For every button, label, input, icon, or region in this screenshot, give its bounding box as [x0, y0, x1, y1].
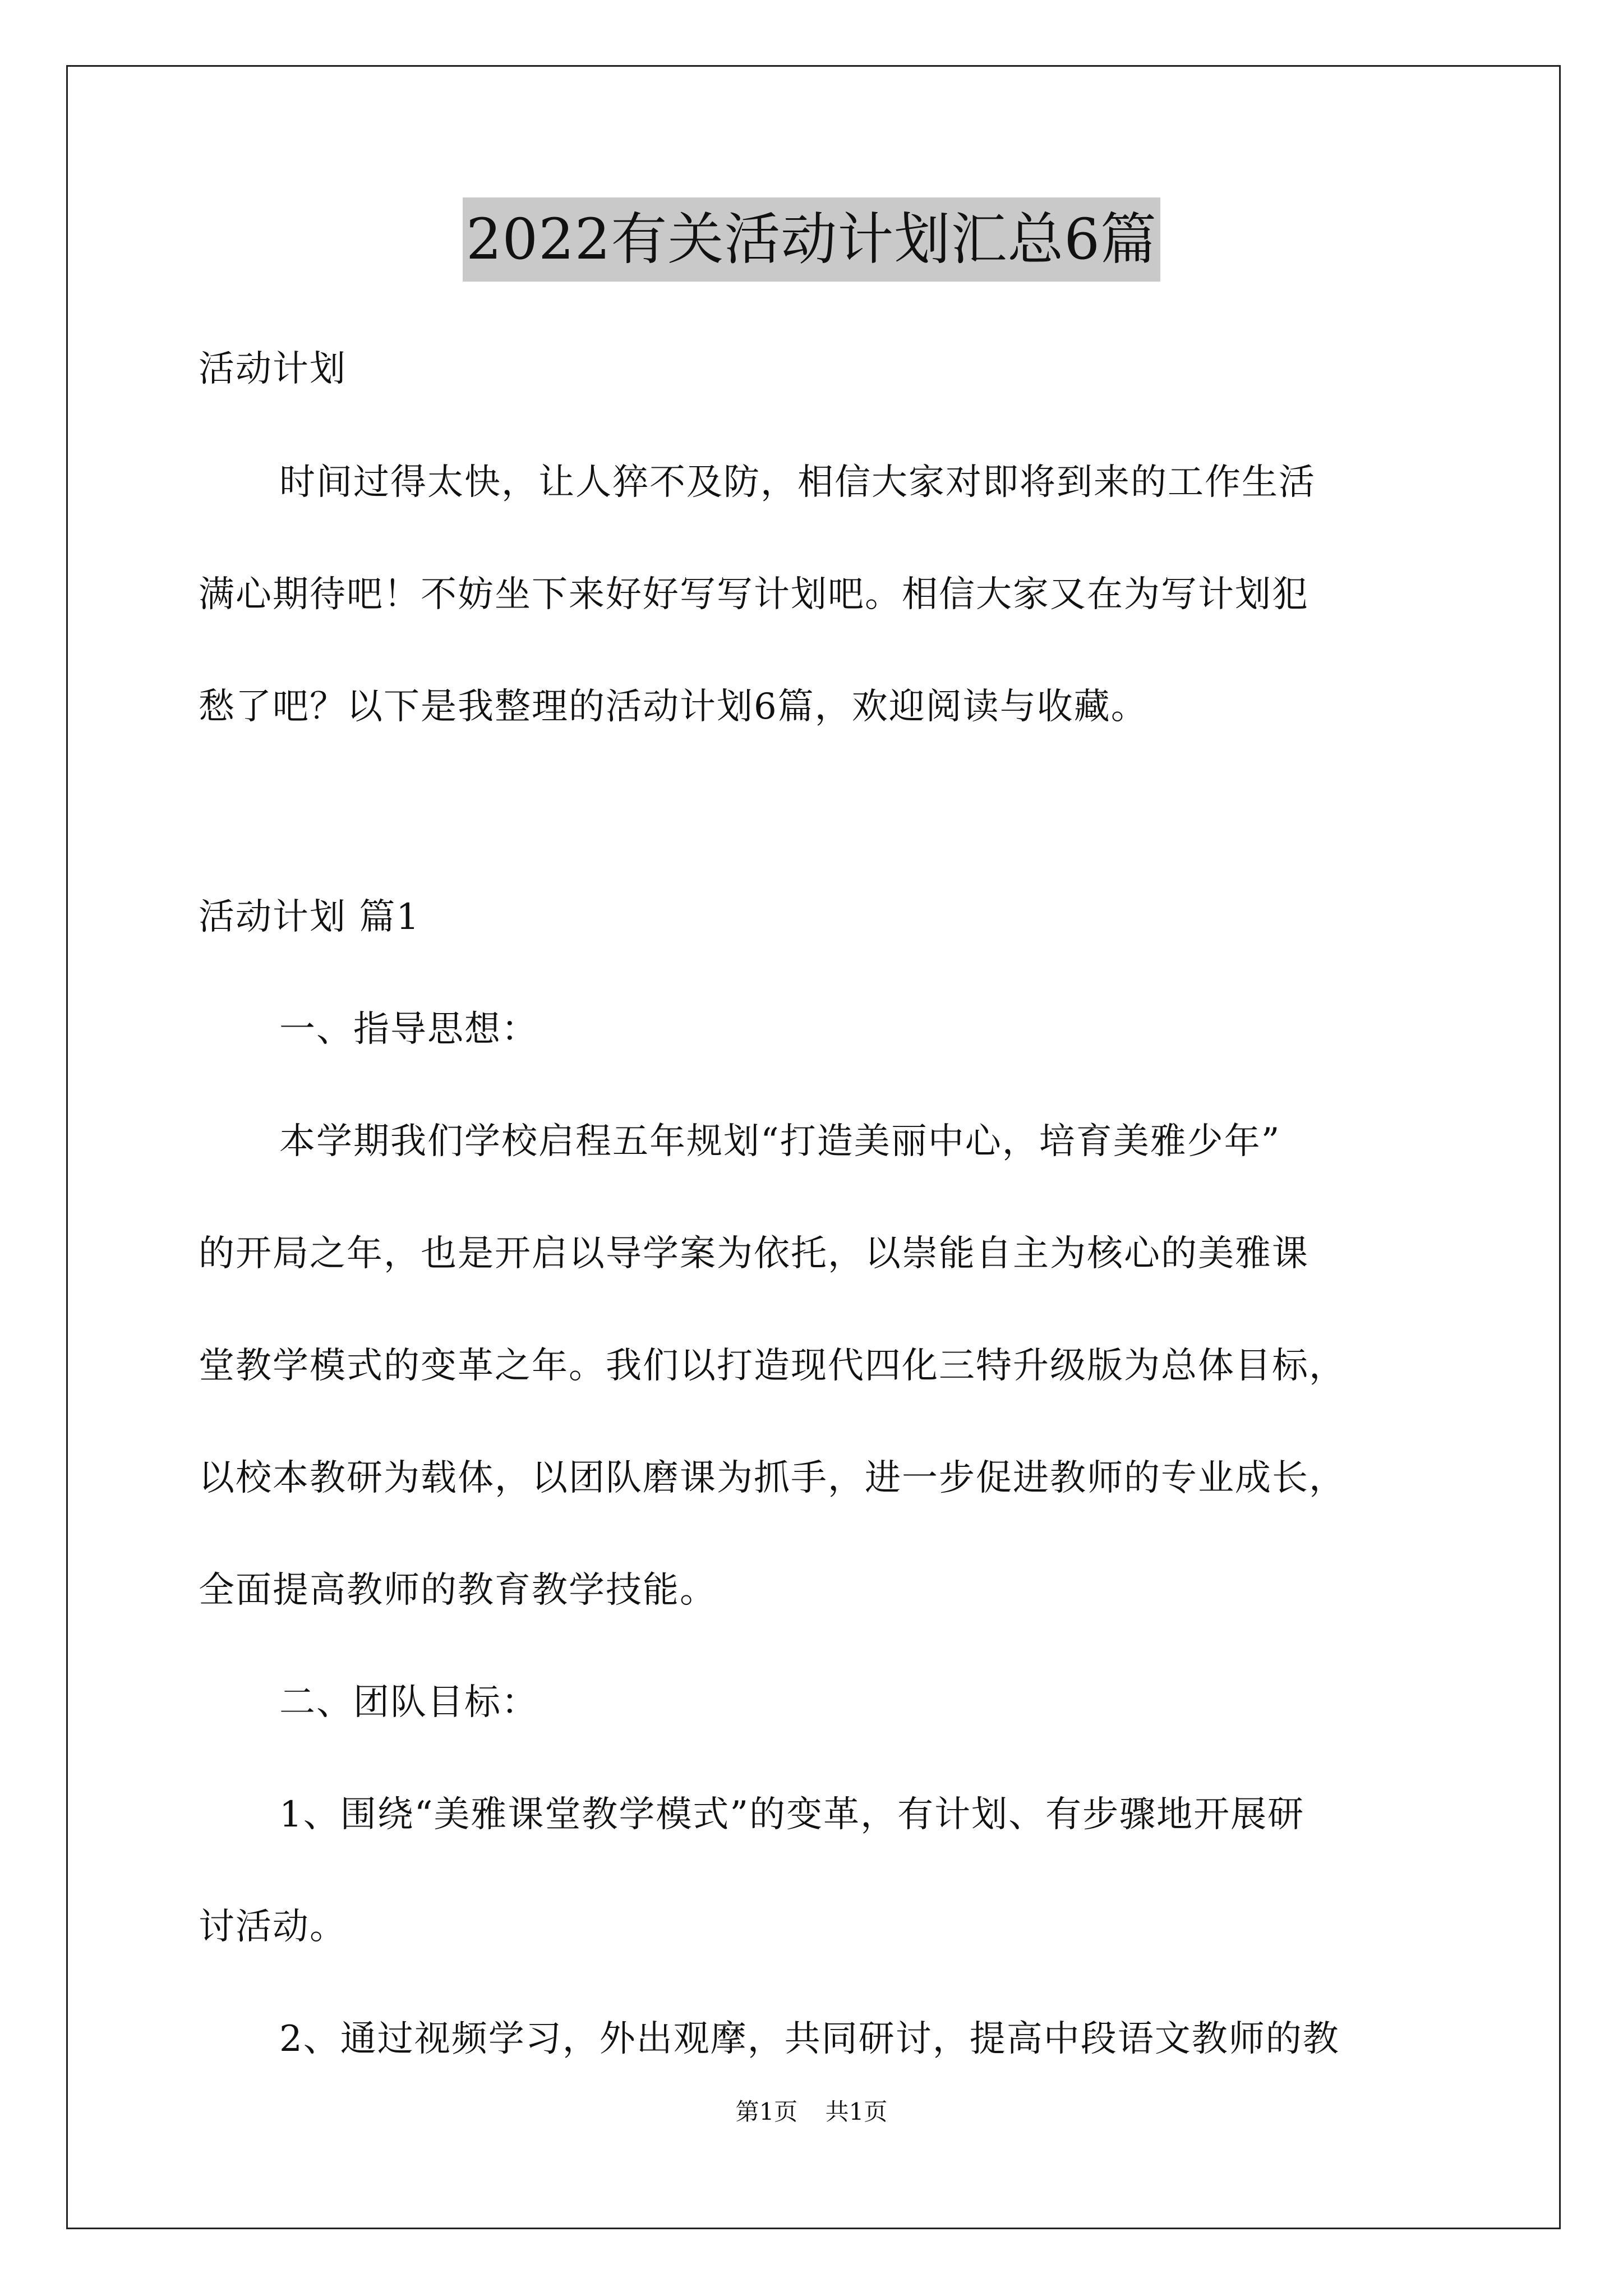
- paragraph-line: 本学期我们学校启程五年规划“打造美丽中心，培育美雅少年”: [279, 1121, 1281, 1162]
- page-number-current: 第1页: [735, 2098, 798, 2125]
- page-footer: [0, 2095, 1623, 2129]
- title-container: [0, 197, 1623, 282]
- paragraph-line: 的开局之年，也是开启以导学案为依托，以崇能自主为核心的美雅课: [199, 1233, 1309, 1274]
- paragraph-line: 堂教学模式的变革之年。我们以打造现代四化三特升级版为总体目标，: [199, 1345, 1346, 1387]
- paragraph-line: 满心期待吧！不妨坐下来好好写写计划吧。相信大家又在为写计划犯: [199, 574, 1309, 615]
- section-heading: 活动计划 篇1: [199, 896, 421, 938]
- page-number-total: 共1页: [825, 2098, 888, 2125]
- paragraph-line: 二、团队目标：: [279, 1682, 538, 1723]
- paragraph-line: 一、指导思想：: [279, 1009, 538, 1050]
- paragraph-line: 愁了吧？以下是我整理的活动计划6篇，欢迎阅读与收藏。: [199, 686, 1148, 728]
- paragraph-line: 讨活动。: [199, 1906, 347, 1948]
- paragraph-line: 以校本教研为载体，以团队磨课为抓手，进一步促进教师的专业成长，: [199, 1457, 1346, 1499]
- paragraph-line: 全面提高教师的教育教学技能。: [199, 1570, 717, 1611]
- document-title: 2022有关活动计划汇总6篇: [463, 197, 1160, 282]
- paragraph-line: 时间过得太快，让人猝不及防，相信大家对即将到来的工作生活: [279, 462, 1316, 503]
- section-heading: 活动计划: [199, 348, 347, 390]
- paragraph-line: 1、围绕“美雅课堂教学模式”的变革，有计划、有步骤地开展研: [279, 1794, 1305, 1835]
- paragraph-line: 2、通过视频学习，外出观摩，共同研讨，提高中段语文教师的教: [279, 2018, 1340, 2060]
